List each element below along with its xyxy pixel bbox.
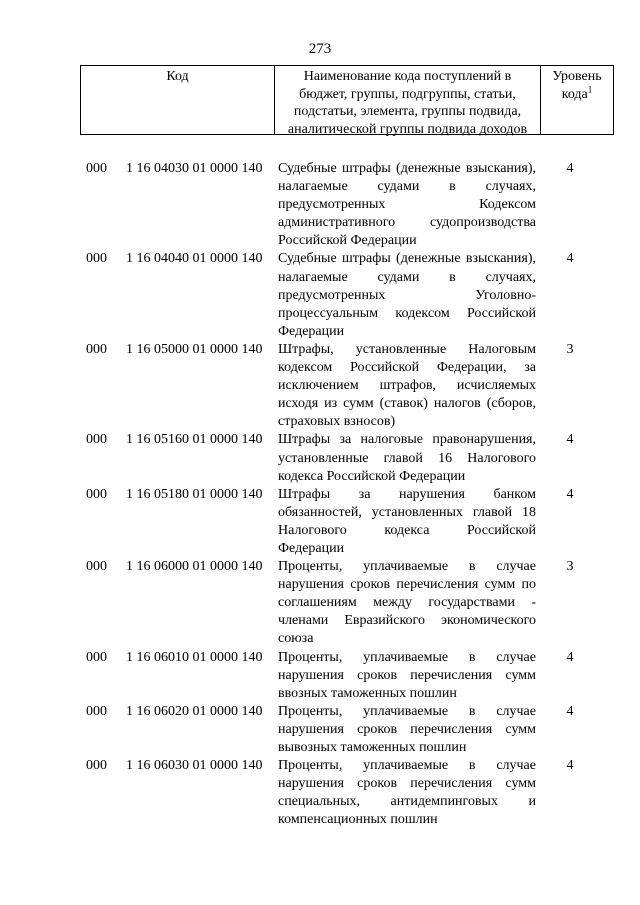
name-cell: Штрафы за налоговые правонарушения, установленные главой 16 Налогового кодекса Российской Федерации [278,432,536,484]
admin-code-cell: 000 [86,703,107,719]
level-cell: 4 [566,649,574,665]
header-level [541,66,613,134]
header-level-line: кода$^1$ [561,83,593,102]
level-cell: 4 [566,486,574,502]
level-cell: 3 [566,341,574,357]
name-cell: Штрафы, установленные Налоговым кодексом Российской Федерации, за исключением штрафов, исчисляемых исходя из сумм (ставок) налогов (сборов, страховых взносов) [278,341,536,430]
table-row [0,486,640,558]
name-cell: Проценты, уплачиваемые в случае нарушения сроков перечисления сумм специальных, антидемпинговых и компенсационных пошлин [278,758,536,828]
admin-code-cell: 000 [86,649,107,665]
header-name-line: подстатьи, элемента, группы подвида, [293,104,522,119]
revenue-code-cell: 1 16 05180 01 0000 140 [126,486,263,502]
table-row [0,703,640,757]
revenue-code-cell: 1 16 06020 01 0000 140 [126,703,263,719]
revenue-code-cell: 1 16 06000 01 0000 140 [126,559,263,575]
page-number: 273 [308,41,332,57]
revenue-code-cell: 1 16 05160 01 0000 140 [126,432,263,448]
revenue-code-cell: 1 16 05000 01 0000 140 [126,341,263,357]
level-cell: 4 [566,432,574,448]
table-row [0,160,640,250]
header-level-line: Уровень [552,69,602,84]
table-row [0,250,640,340]
admin-code-cell: 000 [86,161,107,176]
name-cell: Штрафы за нарушения банком обязанностей, установленных главой 18 Налогового кодекса Российской Федерации [278,486,536,556]
name-cell: Судебные штрафы (денежные взыскания), налагаемые судами в случаях, предусмотренных Кодексом административного судопроизводства Российской Федерации [278,161,536,249]
table-row [0,649,640,703]
admin-code-cell: 000 [86,758,107,774]
table-body [0,160,640,829]
revenue-code-cell: 1 16 04030 01 0000 140 [126,161,263,176]
revenue-code-cell: 1 16 04040 01 0000 140 [126,251,263,267]
level-cell: 3 [566,559,574,575]
header-name [275,66,541,137]
level-cell: 4 [566,758,574,774]
header-name-line: аналитической группы подвида доходов [287,121,528,137]
table-row [0,341,640,431]
admin-code-cell: 000 [86,341,107,357]
header-name-line: бюджет, группы, подгруппы, статьи, [299,86,516,102]
admin-code-cell: 000 [86,251,107,267]
revenue-code-cell: 1 16 06030 01 0000 140 [126,758,263,774]
name-cell: Проценты, уплачиваемые в случае нарушения сроков перечисления сумм ввозных таможенных пошлин [278,649,536,701]
name-cell: Проценты, уплачиваемые в случае нарушения сроков перечисления сумм вывозных таможенных пошлин [278,703,536,755]
table-row [0,757,640,829]
admin-code-cell: 000 [86,559,107,575]
revenue-code-cell: 1 16 06010 01 0000 140 [126,649,263,665]
header-name-line: Наименование кода поступлений в [303,69,512,84]
name-cell: Проценты, уплачиваемые в случае нарушения сроков перечисления сумм по соглашениям между государствами - членами Евразийского экономического союза [278,559,536,647]
admin-code-cell: 000 [86,432,107,448]
table-header [80,65,614,135]
admin-code-cell: 000 [86,486,107,502]
level-cell: 4 [566,161,574,176]
table-row [0,558,640,648]
header-code: Код [81,66,275,134]
level-cell: 4 [566,703,574,719]
footnote-marker: 1 [587,83,593,94]
table-row [0,431,640,485]
level-cell: 4 [566,251,574,267]
name-cell: Судебные штрафы (денежные взыскания), налагаемые судами в случаях, предусмотренных Уголовно-процессуальным кодексом Российской Федерации [278,251,536,339]
